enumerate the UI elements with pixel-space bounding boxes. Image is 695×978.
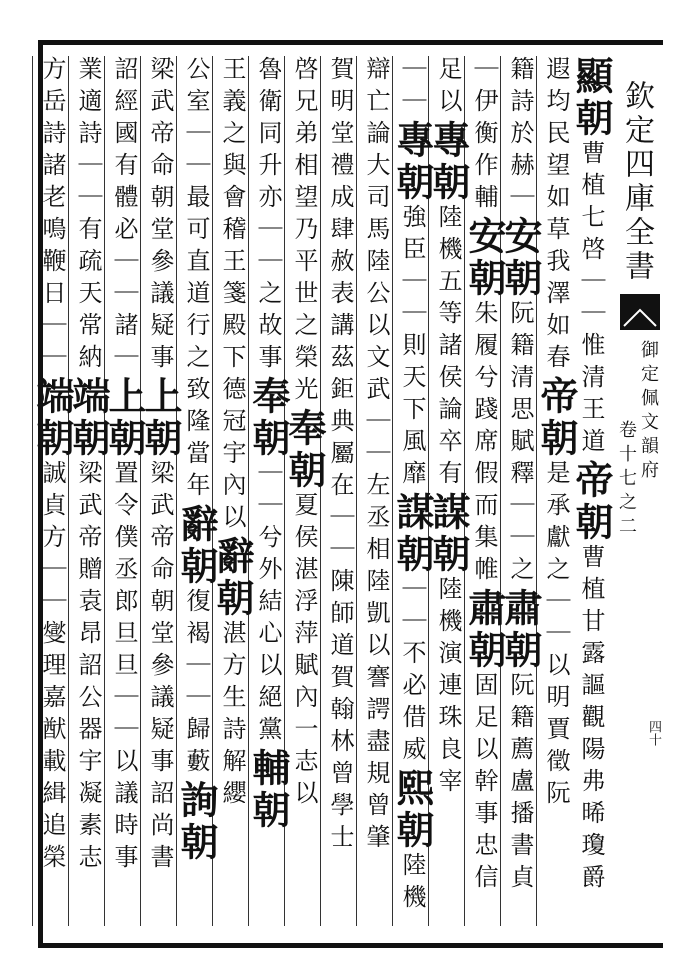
headword: 專朝 <box>390 120 435 204</box>
column-text: 啓兄弟相望乃平世之榮光 <box>290 56 318 408</box>
column-text: 業適詩｜｜有疏天常納 <box>74 56 102 376</box>
column-text: 夏侯湛浮萍賦內一志以 <box>290 492 318 812</box>
text-column <box>102 56 147 926</box>
text-column <box>390 56 435 926</box>
text-column <box>174 56 219 926</box>
column-text: 固足以幹事忠信 <box>470 672 498 896</box>
column-text: 辯亡論大司馬陸公以文武｜｜左丞相陸凱以謇諤盡規曾肇 <box>362 56 390 856</box>
headword: 辭朝 <box>210 536 255 620</box>
column-text: 方岳詩諸老鳴鞭日｜｜ <box>38 56 66 376</box>
headword: 肅朝 <box>498 588 543 672</box>
column-text: 足以 <box>434 56 462 120</box>
column-text: 陸機五等諸侯論卒有 <box>434 204 462 492</box>
column-text: 置令僕丞郎旦旦｜｜以議時事 <box>110 460 138 876</box>
headword: 端朝 <box>66 376 111 460</box>
headword: 謀朝 <box>390 492 435 576</box>
column-text: 陸機 <box>398 852 426 916</box>
headword: 熙朝 <box>390 768 435 852</box>
text-column <box>569 56 614 926</box>
column-text: 遐均民望如草我澤如春 <box>542 56 570 376</box>
headword: 上朝 <box>102 376 147 460</box>
column-text: 梁武帝命朝堂參議疑事 <box>146 56 174 376</box>
headword: 上朝 <box>138 376 183 460</box>
headword: 安朝 <box>462 216 507 300</box>
volume-number: 卷十七之二 <box>616 420 637 540</box>
headword: 安朝 <box>498 216 543 300</box>
column-text: 阮籍薦盧播書貞 <box>506 672 534 896</box>
column-text: 曹植甘露謳觀陽弗晞瓊爵 <box>577 544 605 896</box>
fish-tail-mark-icon <box>620 292 660 332</box>
headword: 謀朝 <box>426 492 471 576</box>
headword: 端朝 <box>30 376 75 460</box>
headword: 肅朝 <box>462 588 507 672</box>
column-text: 朱履兮踐席假而集帷 <box>470 300 498 588</box>
page-mark: 四十 <box>646 720 661 746</box>
column-text: 魯衛同升亦｜｜之故事 <box>254 56 282 376</box>
text-column <box>30 56 75 926</box>
column-text: 籍詩於赫｜ <box>506 56 534 216</box>
headword: 奉朝 <box>246 376 291 460</box>
column-text: 強臣｜｜則天下風靡 <box>398 204 426 492</box>
column-text: ｜伊衡作輔 <box>470 56 498 216</box>
headword: 辭朝 <box>174 504 219 588</box>
headword: 輔朝 <box>246 748 291 832</box>
headword: 帝朝 <box>569 460 614 544</box>
column-text: 詔經國有體必｜｜諸｜ <box>110 56 138 376</box>
column-text: 公室｜｜最可直道行之致隆當年 <box>182 56 210 504</box>
column-text: 復褐｜｜歸藪 <box>182 588 210 780</box>
column-text: 湛方生詩解纓 <box>218 620 246 812</box>
headword: 帝朝 <box>534 376 579 460</box>
text-column <box>246 56 291 926</box>
text-column <box>356 56 395 926</box>
text-column <box>138 56 183 926</box>
volume-heading <box>614 340 660 560</box>
column-text: 陸機演連珠良宰 <box>434 576 462 800</box>
column-text: 王義之與會稽王箋殿下德冠宇內以 <box>218 56 246 536</box>
column-text: 曹植七啓｜｜惟清王道 <box>577 140 605 460</box>
text-column <box>498 56 543 926</box>
column-text: 梁武帝命朝堂參議疑事詔尚書 <box>146 460 174 876</box>
headword: 詢朝 <box>174 780 219 864</box>
headword: 顯朝 <box>569 56 614 140</box>
headword: 專朝 <box>426 120 471 204</box>
headword: 奉朝 <box>282 408 327 492</box>
column-text: 是承獻之｜｜以明賈徵阮 <box>542 460 570 812</box>
column-text: ｜｜不必借威 <box>398 576 426 768</box>
book-name: 御定佩文韻府 <box>638 340 659 484</box>
column-text: ｜｜ <box>398 56 426 120</box>
book-title: 欽定四庫全書 <box>619 80 654 284</box>
column-text: ｜｜兮外結心以絕黨 <box>254 460 282 748</box>
column-text: 誠貞方｜｜燮理嘉猷載緝追榮 <box>38 460 66 876</box>
column-text: 賀明堂禮成肆赦表講茲鉅典屬在｜｜陳師道賀翰林曾學士 <box>326 56 354 856</box>
text-column <box>534 56 579 926</box>
column-text: 梁武帝贈袁昂詔公器宇凝素志 <box>74 460 102 876</box>
column-text: 阮籍清思賦釋｜｜之 <box>506 300 534 588</box>
text-column <box>66 56 111 926</box>
